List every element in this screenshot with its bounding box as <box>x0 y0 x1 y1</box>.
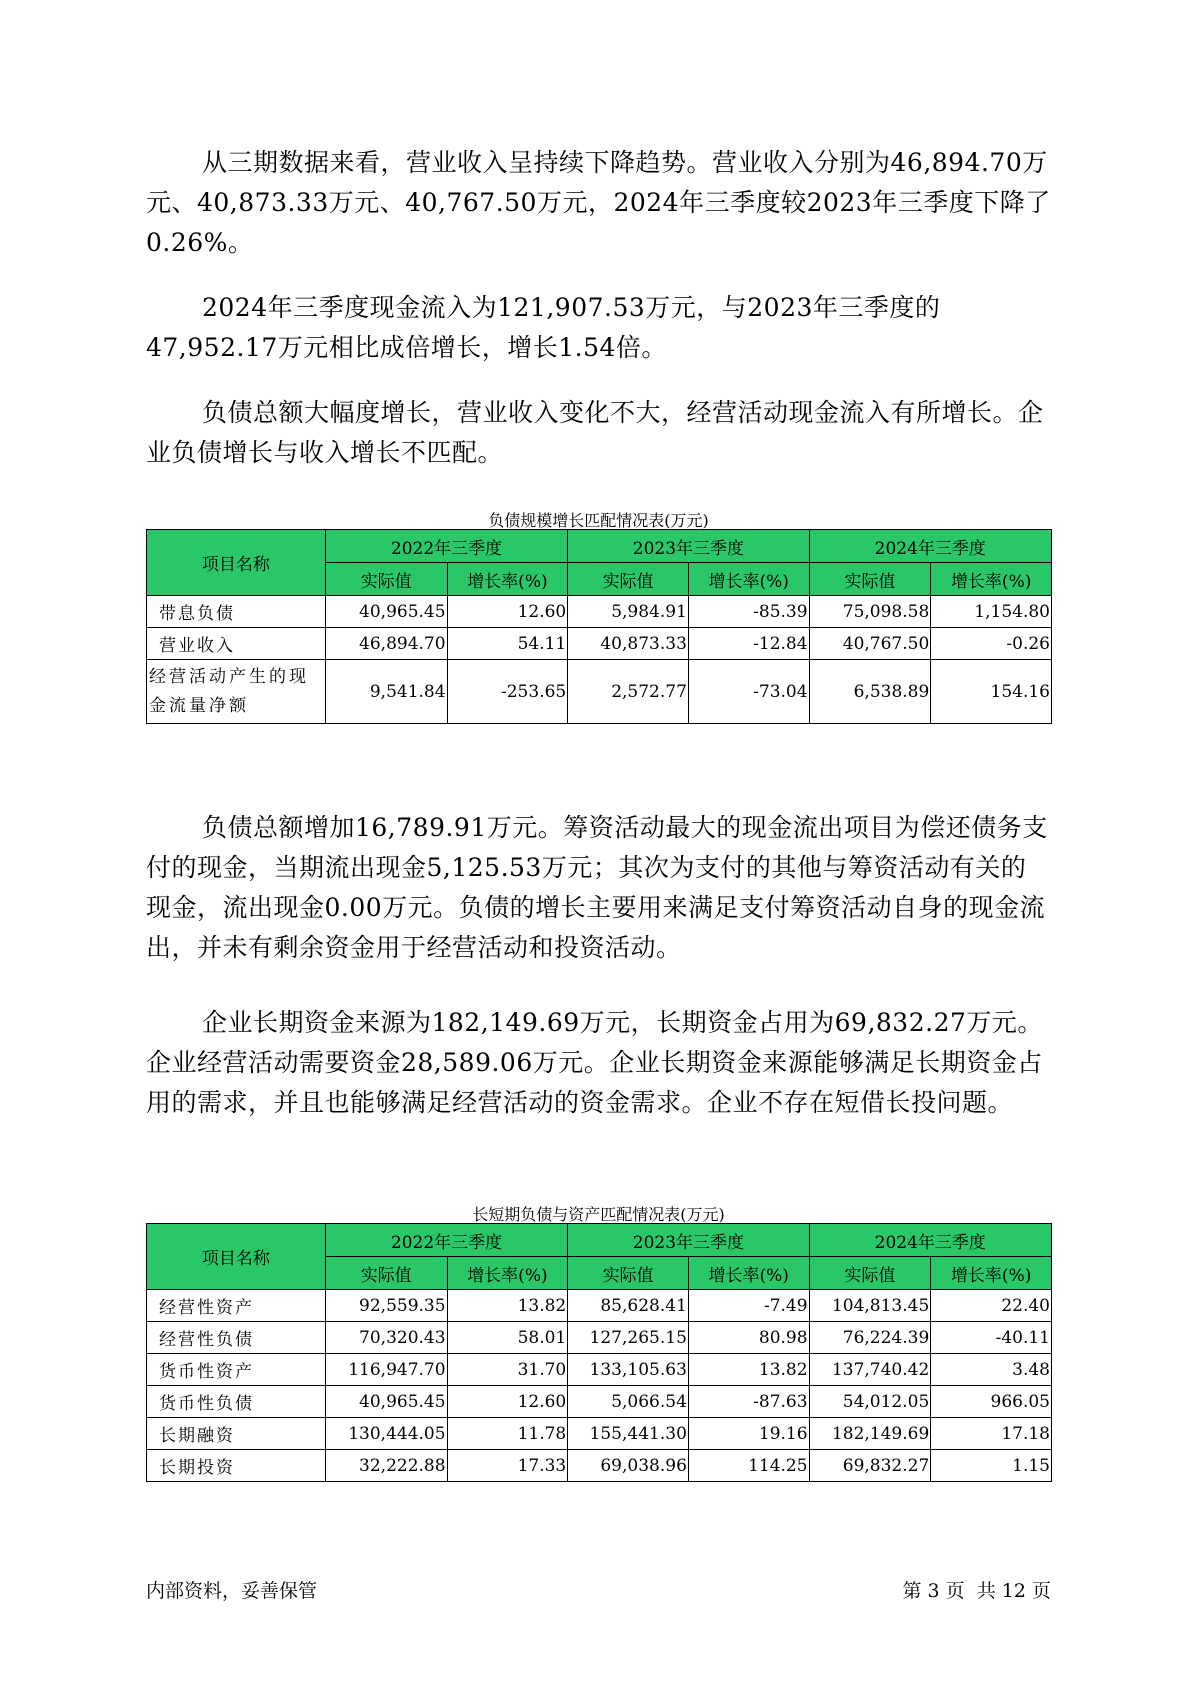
row-name: 货币性负债 <box>147 1386 326 1418</box>
paragraph-cash-inflow: 2024年三季度现金流入为121,907.53万元，与2023年三季度的47,952.17万元相比成倍增长，增长1.54倍。 <box>146 293 941 362</box>
cell-value: 1.15 <box>931 1450 1052 1482</box>
cell-value: -87.63 <box>688 1386 809 1418</box>
cell-value: 966.05 <box>931 1386 1052 1418</box>
header-period: 2022年三季度 <box>325 530 567 563</box>
header-period: 2024年三季度 <box>809 530 1051 563</box>
cell-value: 182,149.69 <box>809 1418 931 1450</box>
table-row <box>147 1354 1052 1386</box>
row-name: 带息负债 <box>147 596 326 628</box>
cell-value: 154.16 <box>931 660 1052 724</box>
debt-growth-table <box>146 529 1052 724</box>
cell-value: 6,538.89 <box>809 660 931 724</box>
cell-value: 9,541.84 <box>325 660 447 724</box>
cell-value: 3.48 <box>931 1354 1052 1386</box>
cell-value: 13.82 <box>447 1290 568 1322</box>
header-actual: 实际值 <box>568 1257 689 1290</box>
cell-value: 32,222.88 <box>325 1450 447 1482</box>
cell-value: 54,012.05 <box>809 1386 931 1418</box>
header-item-name: 项目名称 <box>147 530 326 596</box>
table2-caption: 长短期负债与资产匹配情况表(万元) <box>472 1205 725 1224</box>
cell-value: 11.78 <box>447 1418 568 1450</box>
cell-value: 80.98 <box>688 1322 809 1354</box>
footer-page-number: 第 3 页 共 12 页 <box>902 1580 1051 1602</box>
cell-value: 31.70 <box>447 1354 568 1386</box>
row-name: 货币性资产 <box>147 1354 326 1386</box>
table-row <box>147 1290 1052 1322</box>
table-row <box>147 1322 1052 1354</box>
cell-value: 40,767.50 <box>809 628 931 660</box>
cell-value: -40.11 <box>931 1322 1052 1354</box>
cell-value: 54.11 <box>447 628 568 660</box>
cell-value: 133,105.63 <box>568 1354 689 1386</box>
cell-value: -12.84 <box>688 628 809 660</box>
header-rate: 增长率(%) <box>931 563 1052 596</box>
cell-value: 40,965.45 <box>325 1386 447 1418</box>
cell-value: -85.39 <box>688 596 809 628</box>
header-period: 2023年三季度 <box>568 530 809 563</box>
header-rate: 增长率(%) <box>447 563 568 596</box>
cell-value: 1,154.80 <box>931 596 1052 628</box>
paragraph-long-term-funds: 企业长期资金来源为182,149.69万元，长期资金占用为69,832.27万元。企业经营活动需要资金28,589.06万元。企业长期资金来源能够满足长期资金占用的需求，并且也能够满足经营活动的资金需求。企业不存在短借长投问题。 <box>146 1008 1043 1117</box>
footer-confidential-note: 内部资料，妥善保管 <box>146 1580 318 1602</box>
header-rate: 增长率(%) <box>931 1257 1052 1290</box>
cell-value: 69,038.96 <box>568 1450 689 1482</box>
row-name: 经营性负债 <box>147 1322 326 1354</box>
cell-value: -0.26 <box>931 628 1052 660</box>
cell-value: 92,559.35 <box>325 1290 447 1322</box>
cell-value: 114.25 <box>688 1450 809 1482</box>
cell-value: 17.33 <box>447 1450 568 1482</box>
row-name: 经营性资产 <box>147 1290 326 1322</box>
header-actual: 实际值 <box>568 563 689 596</box>
cell-value: 40,965.45 <box>325 596 447 628</box>
header-rate: 增长率(%) <box>688 563 809 596</box>
table-row <box>147 628 1052 660</box>
header-period: 2023年三季度 <box>568 1224 809 1257</box>
cell-value: 137,740.42 <box>809 1354 931 1386</box>
header-actual: 实际值 <box>325 1257 447 1290</box>
cell-value: 116,947.70 <box>325 1354 447 1386</box>
table-row <box>147 1386 1052 1418</box>
cell-value: 5,066.54 <box>568 1386 689 1418</box>
cell-value: 58.01 <box>447 1322 568 1354</box>
header-period: 2022年三季度 <box>325 1224 567 1257</box>
cell-value: 70,320.43 <box>325 1322 447 1354</box>
cell-value: -73.04 <box>688 660 809 724</box>
table-row <box>147 596 1052 628</box>
header-actual: 实际值 <box>809 563 931 596</box>
cell-value: 40,873.33 <box>568 628 689 660</box>
cell-value: 69,832.27 <box>809 1450 931 1482</box>
cell-value: 22.40 <box>931 1290 1052 1322</box>
table-row <box>147 1418 1052 1450</box>
row-name: 长期融资 <box>147 1418 326 1450</box>
cell-value: -253.65 <box>447 660 568 724</box>
table-row <box>147 1450 1052 1482</box>
row-name: 长期投资 <box>147 1450 326 1482</box>
cell-value: 17.18 <box>931 1418 1052 1450</box>
paragraph-revenue-trend: 从三期数据来看，营业收入呈持续下降趋势。营业收入分别为46,894.70万元、40,873.33万元、40,767.50万元，2024年三季度较2023年三季度下降了0.26%。 <box>146 148 1051 257</box>
cell-value: -7.49 <box>688 1290 809 1322</box>
paragraph-debt-match: 负债总额大幅度增长，营业收入变化不大，经营活动现金流入有所增长。企业负债增长与收入增长不匹配。 <box>146 398 1044 467</box>
cell-value: 12.60 <box>447 596 568 628</box>
cell-value: 127,265.15 <box>568 1322 689 1354</box>
cell-value: 5,984.91 <box>568 596 689 628</box>
cell-value: 13.82 <box>688 1354 809 1386</box>
cell-value: 46,894.70 <box>325 628 447 660</box>
cell-value: 12.60 <box>447 1386 568 1418</box>
paragraph-debt-increase: 负债总额增加16,789.91万元。筹资活动最大的现金流出项目为偿还债务支付的现金，当期流出现金5,125.53万元；其次为支付的其他与筹资活动有关的现金，流出现金0.00万元。负债的增长主要用来满足支付筹资活动自身的现金流出，并未有剩余资金用于经营活动和投资活动。 <box>146 813 1048 962</box>
row-name: 营业收入 <box>147 628 326 660</box>
cell-value: 104,813.45 <box>809 1290 931 1322</box>
header-actual: 实际值 <box>809 1257 931 1290</box>
row-name: 经营活动产生的现金流量净额 <box>147 660 326 724</box>
table-row <box>147 660 1052 724</box>
cell-value: 155,441.30 <box>568 1418 689 1450</box>
cell-value: 2,572.77 <box>568 660 689 724</box>
cell-value: 76,224.39 <box>809 1322 931 1354</box>
cell-value: 85,628.41 <box>568 1290 689 1322</box>
header-item-name: 项目名称 <box>147 1224 326 1290</box>
cell-value: 130,444.05 <box>325 1418 447 1450</box>
header-period: 2024年三季度 <box>809 1224 1051 1257</box>
cell-value: 75,098.58 <box>809 596 931 628</box>
table1-caption: 负债规模增长匹配情况表(万元) <box>488 511 709 530</box>
header-actual: 实际值 <box>325 563 447 596</box>
header-rate: 增长率(%) <box>447 1257 568 1290</box>
debt-asset-match-table <box>146 1223 1052 1482</box>
cell-value: 19.16 <box>688 1418 809 1450</box>
header-rate: 增长率(%) <box>688 1257 809 1290</box>
